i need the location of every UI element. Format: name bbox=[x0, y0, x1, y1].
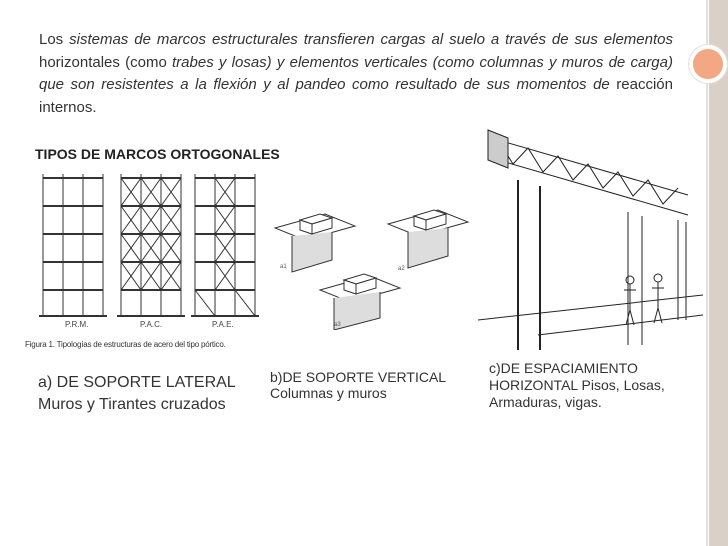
accent-circle bbox=[689, 45, 727, 83]
caption-a-line-2: Muros y Tirantes cruzados bbox=[38, 396, 226, 413]
columns bbox=[518, 180, 686, 350]
support-block-1 bbox=[275, 214, 355, 272]
intro-paragraph bbox=[39, 29, 673, 119]
vertical-support-figure bbox=[270, 180, 470, 330]
frame-figure-caption: Figura 1. Tipologías de estructuras de acero del tipo pórtico. bbox=[25, 340, 226, 349]
horizontal-spacing-figure bbox=[478, 120, 703, 350]
caption-vertical-support bbox=[270, 369, 446, 401]
frame-pac bbox=[117, 174, 185, 316]
intro-text-1: Los bbox=[39, 31, 70, 48]
intro-text-2: sistemas de marcos estructurales transfieren cargas al suelo a través de sus elementos bbox=[69, 31, 673, 48]
support-label-3: a3 bbox=[334, 322, 341, 328]
frame-pae bbox=[191, 174, 259, 316]
caption-b-line-1: b)DE SOPORTE VERTICAL bbox=[270, 369, 447, 385]
support-block-2 bbox=[388, 210, 468, 268]
caption-b-line-2: Columnas y muros bbox=[270, 385, 387, 401]
frame-prm bbox=[39, 174, 107, 316]
frame-typologies-figure bbox=[25, 166, 265, 336]
caption-c-line-3: Armaduras, vigas. bbox=[489, 394, 602, 410]
intro-text-5: reacción internos. bbox=[39, 76, 673, 116]
section-heading: TIPOS DE MARCOS ORTOGONALES bbox=[35, 146, 280, 162]
human-figures bbox=[624, 274, 664, 325]
support-label-1: a1 bbox=[280, 264, 287, 270]
frame-label-pac: P.A.C. bbox=[140, 320, 163, 329]
frame-label-prm: P.R.M. bbox=[65, 320, 89, 329]
frame-label-pae: P.A.E. bbox=[212, 320, 234, 329]
caption-c-line-1: c)DE ESPACIAMIENTO bbox=[489, 360, 638, 376]
intro-text-3: horizontales (como bbox=[39, 53, 173, 71]
caption-a-line-1: a) DE SOPORTE LATERAL bbox=[38, 374, 236, 391]
caption-c-line-2: HORIZONTAL Pisos, Losas, bbox=[489, 377, 665, 393]
caption-horizontal-spacing bbox=[489, 360, 689, 411]
intro-text-4: trabes y losas) y elementos verticales (como columnas y muros de carga) que son resistentes a la flexión y al pandeo como resultado de sus momentos de bbox=[39, 53, 673, 93]
ground-lines bbox=[478, 295, 703, 335]
support-label-2: a2 bbox=[398, 266, 405, 272]
caption-lateral-support bbox=[38, 372, 236, 416]
support-block-3 bbox=[320, 274, 400, 330]
